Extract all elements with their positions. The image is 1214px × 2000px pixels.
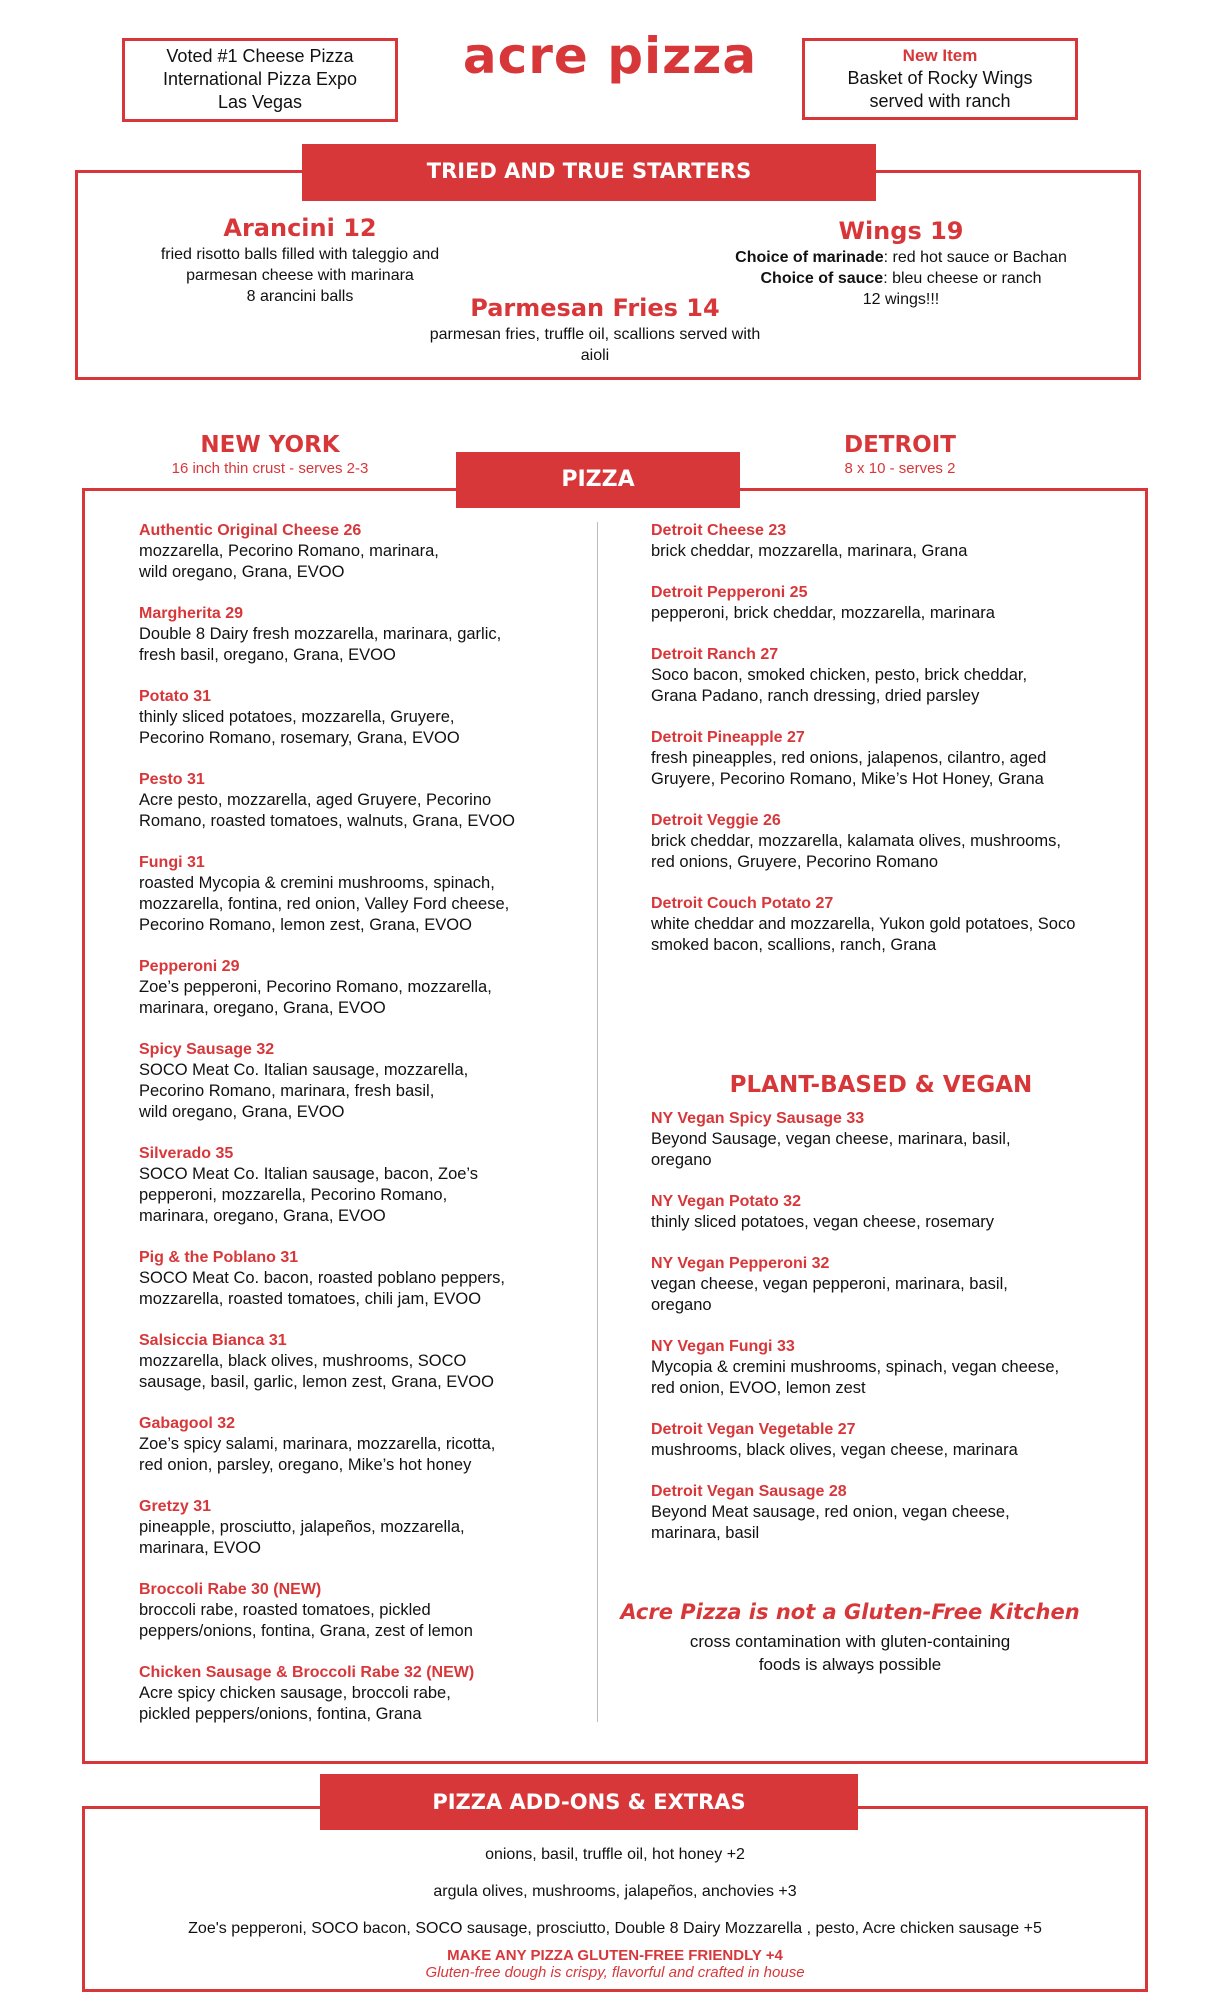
new-item-line: served with ranch [869, 91, 1011, 111]
gluten-title: Acre Pizza is not a Gluten-Free Kitchen [620, 1600, 1080, 1624]
addons-banner: PIZZA ADD-ONS & EXTRAS [320, 1774, 858, 1830]
wings-marinade-label: Choice of marinade [735, 249, 884, 266]
addon-line: argula olives, mushrooms, jalapeños, anchovies +3 [433, 1883, 797, 1900]
fries-name: Parmesan Fries 14 [470, 294, 720, 322]
menu-item: NY Vegan Fungi 33 Mycopia & cremini mushrooms, spinach, vegan cheese, red onion, EVOO, lemon zest [651, 1338, 1060, 1397]
menu-item: Detroit Vegan Vegetable 27 mushrooms, black olives, vegan cheese, marinara [651, 1421, 1018, 1459]
award-line: Las Vegas [217, 92, 303, 112]
gluten-free-note: Gluten-free dough is crispy, flavorful and crafted in house [425, 1964, 805, 1981]
menu-item: Detroit Cheese 23 brick cheddar, mozzarella, marinara, Grana [651, 522, 968, 560]
vegan-title: PLANT-BASED & VEGAN [729, 1072, 1033, 1098]
menu-item: Salsiccia Bianca 31 mozzarella, black olives, mushrooms, SOCO sausage, basil, garlic, lemon zest, Grana, EVOO [139, 1332, 494, 1391]
menu-item: Gabagool 32 Zoe’s spicy salami, marinara, mozzarella, ricotta, red onion, parsley, oregano, Mike’s hot honey [139, 1415, 496, 1474]
wings-name: Wings 19 [838, 217, 964, 245]
ny-pizza-list [139, 520, 579, 1745]
menu-item: Silverado 35 SOCO Meat Co. Italian sausage, bacon, Zoe’s pepperoni, mozzarella, Pecorino Romano, marinara, oregano, Grana, EVOO [139, 1145, 479, 1225]
vegan-pizza-list [651, 1108, 1121, 1564]
menu-item: Chicken Sausage & Broccoli Rabe 32 (NEW) Acre spicy chicken sausage, broccoli rabe, pickled peppers/onions, fontina, Grana [139, 1664, 475, 1723]
gluten-line: foods is always possible [758, 1655, 942, 1674]
award-line: International Pizza Expo [162, 69, 358, 89]
gluten-line: cross contamination with gluten-containing [689, 1632, 1011, 1651]
menu-item: Detroit Couch Potato 27 white cheddar and mozzarella, Yukon gold potatoes, Soco smoked bacon, scallions, ranch, Grana [651, 895, 1076, 954]
arancini-desc: 8 arancini balls [246, 288, 354, 305]
menu-item: Detroit Veggie 26 brick cheddar, mozzarella, kalamata olives, mushrooms, red onions, Gruyere, Pecorino Romano [651, 812, 1061, 871]
menu-item: Potato 31 thinly sliced potatoes, mozzarella, Gruyere, Pecorino Romano, rosemary, Grana, EVOO [139, 688, 460, 747]
menu-item: Spicy Sausage 32 SOCO Meat Co. Italian sausage, mozzarella, Pecorino Romano, marinara, fresh basil, wild oregano, Grana, EVOO [139, 1041, 469, 1121]
wings-sauce-text: : bleu cheese or ranch [883, 270, 1042, 287]
addon-line: onions, basil, truffle oil, hot honey +2 [485, 1846, 745, 1863]
new-york-title: NEW YORK [200, 432, 340, 458]
menu-item: Authentic Original Cheese 26 mozzarella, Pecorino Romano, marinara, wild oregano, Grana, EVOO [139, 522, 439, 581]
award-box [122, 38, 398, 122]
pizza-banner: PIZZA [456, 452, 740, 508]
detroit-header [780, 432, 1020, 477]
addon-line: Zoe's pepperoni, SOCO bacon, SOCO sausage, prosciutto, Double 8 Dairy Mozzarella , pesto, Acre chicken sausage +5 [188, 1920, 1042, 1937]
fries-desc: aioli [580, 347, 610, 364]
menu-item: NY Vegan Spicy Sausage 33 Beyond Sausage, vegan cheese, marinara, basil, oregano [651, 1110, 1011, 1169]
menu-item: NY Vegan Pepperoni 32 vegan cheese, vegan pepperoni, marinara, basil, oregano [651, 1255, 1008, 1314]
menu-item: Detroit Vegan Sausage 28 Beyond Meat sausage, red onion, vegan cheese, marinara, basil [651, 1483, 1010, 1542]
detroit-pizza-list [651, 520, 1121, 976]
new-item-line: Basket of Rocky Wings [847, 68, 1033, 88]
gluten-free-addon: MAKE ANY PIZZA GLUTEN-FREE FRIENDLY +4 [447, 1947, 783, 1964]
arancini-desc: parmesan cheese with marinara [186, 267, 414, 284]
menu-item: Pig & the Poblano 31 SOCO Meat Co. bacon, roasted poblano peppers, mozzarella, roasted tomatoes, chili jam, EVOO [139, 1249, 505, 1308]
menu-item: Detroit Pineapple 27 fresh pineapples, red onions, jalapenos, cilantro, aged Gruyere, Pecorino Romano, Mike’s Hot Honey, Grana [651, 729, 1047, 788]
arancini-desc: fried risotto balls filled with taleggio and [160, 246, 440, 263]
wings-sauce-label: Choice of sauce [760, 270, 884, 287]
menu-item: Detroit Pepperoni 25 pepperoni, brick cheddar, mozzarella, marinara [651, 584, 995, 622]
menu-item: Broccoli Rabe 30 (NEW) broccoli rabe, roasted tomatoes, pickled peppers/onions, fontina, Grana, zest of lemon [139, 1581, 473, 1640]
fries-desc: parmesan fries, truffle oil, scallions served with [429, 326, 761, 343]
detroit-title: DETROIT [843, 432, 956, 458]
menu-item: NY Vegan Potato 32 thinly sliced potatoes, vegan cheese, rosemary [651, 1193, 995, 1231]
arancini-name: Arancini 12 [223, 214, 377, 242]
menu-item: Margherita 29 Double 8 Dairy fresh mozzarella, marinara, garlic, fresh basil, oregano, Grana, EVOO [139, 605, 502, 664]
detroit-subtitle: 8 x 10 - serves 2 [844, 460, 956, 477]
new-item-box [802, 38, 1078, 120]
new-item-title: New Item [902, 46, 978, 65]
starters-banner: TRIED AND TRUE STARTERS [302, 144, 876, 201]
acre-pizza-logo: acre pizza [462, 27, 758, 85]
gluten-notice [620, 1600, 1080, 1676]
wings-count: 12 wings!!! [862, 291, 940, 308]
wings-marinade-text: : red hot sauce or Bachan [883, 249, 1067, 266]
menu-item: Pepperoni 29 Zoe’s pepperoni, Pecorino Romano, mozzarella, marinara, oregano, Grana, EVOO [139, 958, 492, 1017]
menu-item: Detroit Ranch 27 Soco bacon, smoked chicken, pesto, brick cheddar, Grana Padano, ranch dressing, dried parsley [651, 646, 1028, 705]
column-divider [597, 522, 598, 1722]
menu-item: Gretzy 31 pineapple, prosciutto, jalapeños, mozzarella, marinara, EVOO [139, 1498, 465, 1557]
new-york-subtitle: 16 inch thin crust - serves 2-3 [171, 460, 369, 477]
menu-item: Fungi 31 roasted Mycopia & cremini mushrooms, spinach, mozzarella, fontina, red onion, Valley Ford cheese, Pecorino Romano, lemon zest, Grana, EVOO [139, 854, 510, 934]
menu-item: Pesto 31 Acre pesto, mozzarella, aged Gruyere, Pecorino Romano, roasted tomatoes, walnuts, Grana, EVOO [139, 771, 516, 830]
wings-item [716, 217, 1086, 310]
award-line: Voted #1 Cheese Pizza [166, 46, 354, 66]
new-york-header [130, 432, 410, 477]
